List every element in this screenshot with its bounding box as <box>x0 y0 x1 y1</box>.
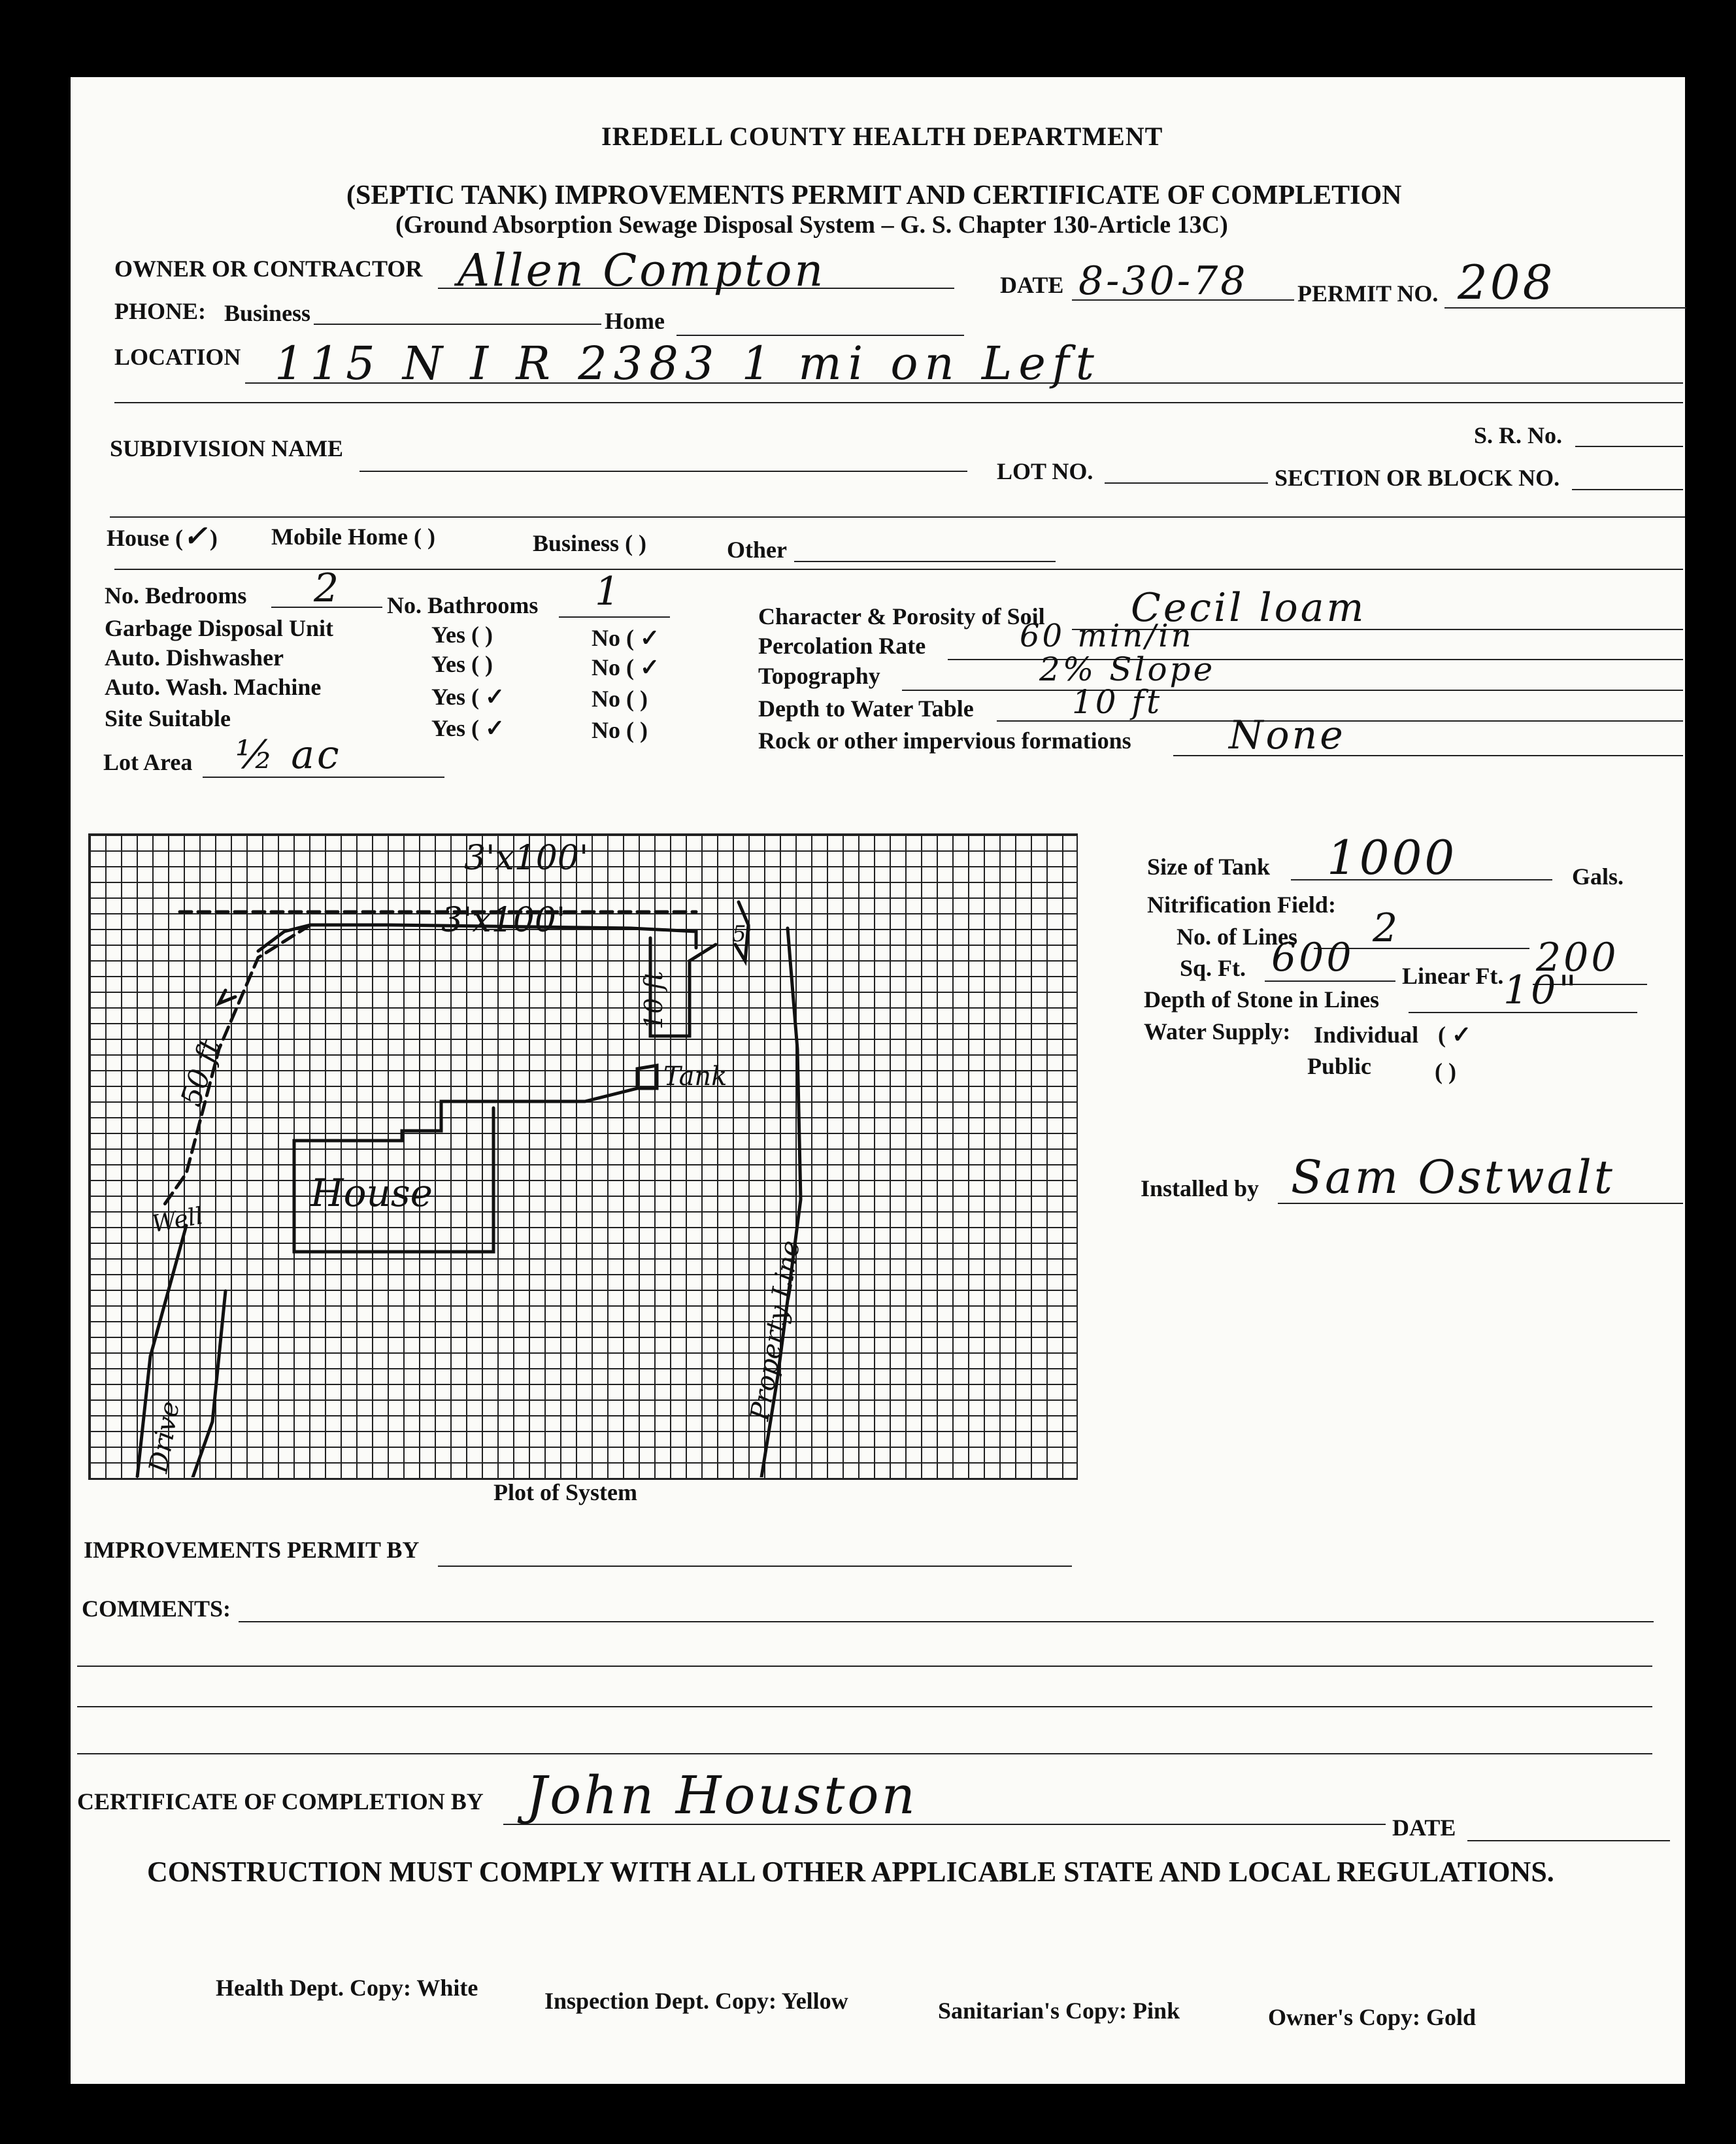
lines-label: No. of Lines <box>1177 924 1298 950</box>
bathrooms-line <box>559 616 670 618</box>
lot-no-label: LOT NO. <box>997 458 1093 484</box>
wash-machine-yes[interactable]: Yes ( ✓ <box>431 684 505 710</box>
water-table-label: Depth to Water Table <box>758 695 974 722</box>
individual-check[interactable]: ( ✓ <box>1438 1022 1472 1048</box>
sketch-house-label: House <box>310 1171 433 1215</box>
tank-size-label: Size of Tank <box>1147 854 1271 880</box>
wash-machine-label: Auto. Wash. Machine <box>105 674 322 700</box>
soil-character-value[interactable]: Cecil loam <box>1131 585 1367 631</box>
house-check: ✓ <box>183 520 210 553</box>
dishwasher-yes[interactable]: Yes ( ) <box>431 651 493 677</box>
comments-line-2[interactable] <box>77 1666 1652 1667</box>
sketch-length-label: 10 ft <box>639 971 668 1030</box>
lot-area-value[interactable]: ½ ac <box>235 732 342 778</box>
linear-ft-value[interactable]: 200 <box>1536 935 1619 980</box>
lot-no-line[interactable] <box>1105 482 1268 484</box>
form-subtitle: (Ground Absorption Sewage Disposal System – G. S. Chapter 130-Article 13C) <box>395 211 1228 239</box>
other-label: Other <box>727 537 787 563</box>
topography-line <box>902 690 1683 691</box>
divider-1 <box>110 516 1685 518</box>
site-suitable-yes[interactable]: Yes ( ✓ <box>431 715 505 741</box>
dishwasher-no[interactable]: No ( ✓ <box>592 654 660 680</box>
lines-value[interactable]: 2 <box>1373 905 1401 951</box>
regulations-notice: CONSTRUCTION MUST COMPLY WITH ALL OTHER APPLICABLE STATE AND LOCAL REGULATIONS. <box>147 1856 1554 1888</box>
bathrooms-label: No. Bathrooms <box>387 592 539 618</box>
location-label: LOCATION <box>114 344 241 370</box>
improvements-permit-label: IMPROVEMENTS PERMIT BY <box>84 1537 420 1563</box>
garbage-no[interactable]: No ( ✓ <box>592 625 660 651</box>
rock-label: Rock or other impervious formations <box>758 728 1131 754</box>
section-label: SECTION OR BLOCK NO. <box>1275 465 1560 491</box>
comments-line-4[interactable] <box>77 1753 1652 1754</box>
subdivision-line[interactable] <box>359 471 967 472</box>
installed-by-label: Installed by <box>1141 1175 1260 1201</box>
date-value[interactable]: 8-30-78 <box>1078 258 1248 304</box>
dishwasher-label: Auto. Dishwasher <box>105 645 284 671</box>
garbage-label: Garbage Disposal Unit <box>105 615 334 641</box>
public-label: Public <box>1307 1053 1372 1079</box>
other-line[interactable] <box>794 561 1056 562</box>
individual-label: Individual <box>1314 1022 1419 1048</box>
permit-label: PERMIT NO. <box>1297 280 1439 307</box>
comments-line-3[interactable] <box>77 1706 1652 1707</box>
sr-no-label: S. R. No. <box>1474 422 1563 448</box>
bedrooms-label: No. Bedrooms <box>105 582 247 609</box>
percolation-value[interactable]: 60 min/in <box>1020 618 1194 654</box>
phone-label: PHONE: <box>114 298 206 324</box>
improvements-permit-line[interactable] <box>438 1566 1072 1567</box>
certificate-date-line[interactable] <box>1467 1840 1670 1841</box>
business-option[interactable]: Business ( ) <box>533 530 647 556</box>
gals-label: Gals. <box>1572 863 1624 890</box>
sqft-value[interactable]: 600 <box>1271 935 1354 980</box>
sketch-separation-label: 5' <box>732 921 752 947</box>
owner-label: OWNER OR CONTRACTOR <box>114 256 423 282</box>
stone-depth-value[interactable]: 10" <box>1503 967 1579 1013</box>
mobile-home-option[interactable]: Mobile Home ( ) <box>271 524 435 550</box>
rock-value[interactable]: None <box>1229 712 1346 758</box>
water-supply-label: Water Supply: <box>1144 1018 1291 1045</box>
bedrooms-value[interactable]: 2 <box>314 565 342 611</box>
house-option-label[interactable]: House (✓) <box>107 520 218 553</box>
certificate-date-label: DATE <box>1392 1815 1456 1841</box>
copy-sanitarian: Sanitarian's Copy: Pink <box>938 1998 1180 2024</box>
certificate-signature: John Houston <box>526 1765 918 1826</box>
plot-caption: Plot of System <box>493 1479 637 1505</box>
comments-line-1[interactable] <box>239 1621 1654 1622</box>
water-table-value[interactable]: 10 ft <box>1072 683 1163 721</box>
phone-home-label: Home <box>605 308 665 334</box>
site-suitable-no[interactable]: No ( ) <box>592 717 648 743</box>
phone-home-line[interactable] <box>676 335 964 336</box>
nitrification-label: Nitrification Field: <box>1147 892 1336 918</box>
copy-inspection-dept: Inspection Dept. Copy: Yellow <box>544 1988 848 2014</box>
topography-label: Topography <box>758 663 880 689</box>
comments-label: COMMENTS: <box>82 1596 231 1622</box>
form-title: (SEPTIC TANK) IMPROVEMENTS PERMIT AND CERTIFICATE OF COMPLETION <box>346 180 1402 210</box>
sketch-well-label: Well <box>150 1202 205 1238</box>
site-suitable-label: Site Suitable <box>105 705 231 731</box>
plot-sketch <box>88 833 1075 1477</box>
copy-health-dept: Health Dept. Copy: White <box>216 1975 478 2001</box>
percolation-label: Percolation Rate <box>758 633 926 659</box>
certificate-label: CERTIFICATE OF COMPLETION BY <box>77 1788 484 1815</box>
lot-area-label: Lot Area <box>103 749 193 775</box>
stone-depth-label: Depth of Stone in Lines <box>1144 986 1380 1013</box>
location-line-2 <box>114 402 1683 403</box>
tank-size-value[interactable]: 1000 <box>1327 830 1458 885</box>
wash-machine-no[interactable]: No ( ) <box>592 686 648 712</box>
sketch-distance-label: 50 ft <box>174 1035 227 1111</box>
phone-business-line[interactable] <box>314 324 601 325</box>
subdivision-label: SUBDIVISION NAME <box>110 435 344 461</box>
phone-business-label: Business <box>224 300 311 326</box>
sqft-line <box>1265 980 1395 982</box>
bathrooms-value[interactable]: 1 <box>595 569 623 614</box>
department-title: IREDELL COUNTY HEALTH DEPARTMENT <box>601 122 1163 151</box>
copy-owner: Owner's Copy: Gold <box>1268 2004 1477 2030</box>
topography-value[interactable]: 2% Slope <box>1039 650 1216 688</box>
sketch-tank-label: Tank <box>663 1062 727 1092</box>
garbage-yes[interactable]: Yes ( ) <box>431 622 493 648</box>
installed-by-value[interactable]: Sam Ostwalt <box>1291 1150 1615 1204</box>
sketch-line-top: 3'x100' <box>464 839 589 878</box>
sqft-label: Sq. Ft. <box>1180 955 1246 981</box>
sketch-line-mid: 3'x100' <box>441 901 566 940</box>
date-label: DATE <box>1000 272 1064 298</box>
location-value[interactable]: 115 N I R 2383 1 mi on Left <box>275 337 1101 390</box>
linear-ft-label: Linear Ft. <box>1402 963 1504 989</box>
divider-2 <box>114 569 1683 570</box>
owner-value[interactable]: Allen Compton <box>458 245 826 297</box>
section-line[interactable] <box>1572 489 1683 490</box>
sketch-drive-label: Drive <box>143 1399 186 1475</box>
public-check[interactable]: ( ) <box>1435 1058 1456 1084</box>
soil-character-label: Character & Porosity of Soil <box>758 603 1045 629</box>
permit-value[interactable]: 208 <box>1458 255 1556 310</box>
sketch-property-line-label: Property Line <box>744 1238 807 1423</box>
sr-no-line[interactable] <box>1575 446 1683 447</box>
